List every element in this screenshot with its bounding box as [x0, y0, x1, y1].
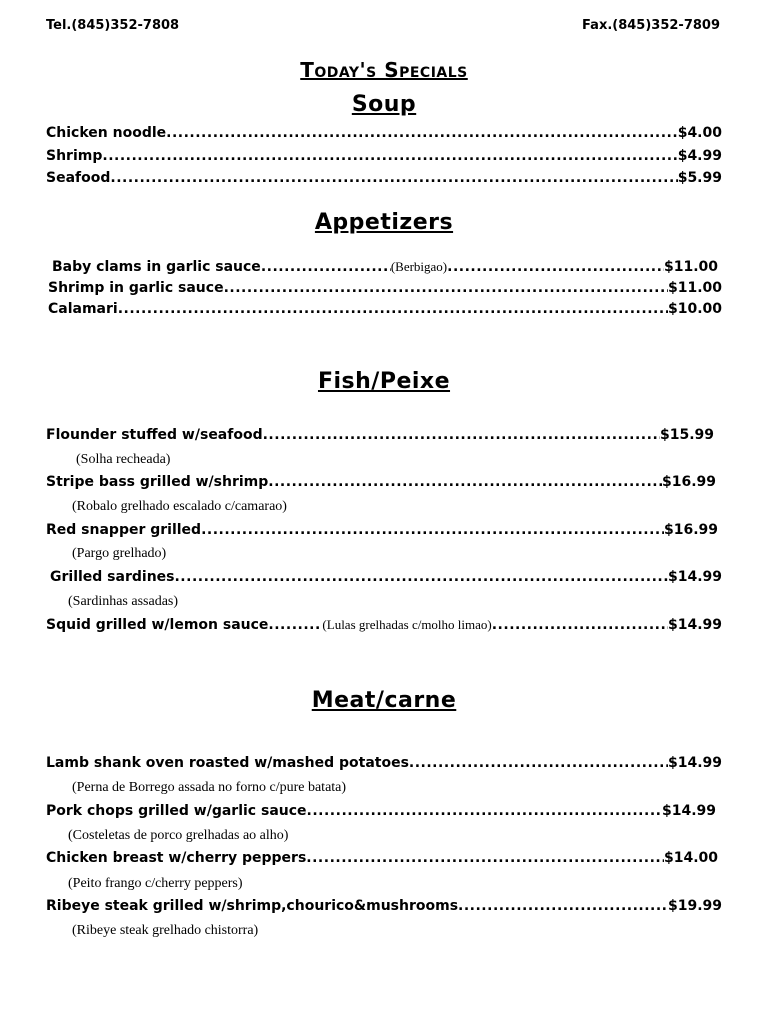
- item-name: Grilled sardines: [50, 569, 175, 585]
- dot-leader: [409, 755, 668, 771]
- menu-item-row: [50, 569, 722, 589]
- dot-leader: [447, 259, 664, 275]
- menu-item-row: [46, 617, 722, 637]
- item-name: Chicken breast w/cherry peppers: [46, 850, 307, 866]
- telephone-number: Tel.(845)352-7808: [46, 18, 180, 33]
- dot-leader: [201, 522, 664, 538]
- item-price: $14.99: [661, 803, 716, 819]
- menu-item-row: [46, 474, 716, 494]
- menu-item-row: [46, 125, 722, 145]
- item-name: Chicken noodle: [46, 125, 167, 141]
- item-price: $5.99: [677, 170, 722, 186]
- menu-item-row: [46, 522, 718, 542]
- soup-heading: Soup: [351, 92, 417, 117]
- item-price: $11.00: [667, 280, 722, 296]
- page-title: Today's Specials: [300, 58, 468, 82]
- dot-leader: [492, 617, 668, 633]
- menu-item-row: [48, 280, 722, 300]
- item-name: Shrimp: [46, 148, 103, 164]
- item-name: Lamb shank oven roasted w/mashed potatoes: [46, 755, 409, 771]
- item-description: (Solha recheada): [76, 452, 171, 467]
- dot-leader: [268, 474, 662, 490]
- item-name: Baby clams in garlic sauce: [52, 259, 261, 275]
- item-price: $14.99: [667, 755, 722, 771]
- item-description: (Sardinhas assadas): [68, 594, 179, 609]
- item-name: Flounder stuffed w/seafood: [46, 427, 263, 443]
- item-price: $15.99: [659, 427, 714, 443]
- menu-item-row: [52, 259, 718, 279]
- dot-leader: [306, 850, 664, 866]
- dot-leader: [307, 803, 662, 819]
- dot-leader: [261, 259, 391, 275]
- item-price: $10.00: [667, 301, 722, 317]
- item-price: $4.00: [677, 125, 722, 141]
- item-price: $4.99: [677, 148, 722, 164]
- dot-leader: [268, 617, 322, 633]
- dot-leader: [166, 125, 678, 141]
- fish-heading: Fish/Peixe: [317, 369, 451, 394]
- item-name: Calamari: [48, 301, 118, 317]
- menu-item-row: [46, 755, 722, 775]
- menu-item-row: [46, 898, 722, 918]
- item-name: Ribeye steak grilled w/shrimp,chourico&mushrooms: [46, 898, 459, 914]
- dot-leader: [102, 148, 677, 164]
- item-price: $14.99: [667, 569, 722, 585]
- fax-number: Fax.(845)352-7809: [582, 18, 720, 33]
- item-price: $16.99: [663, 522, 718, 538]
- item-description: (Robalo grelhado escalado c/camarao): [72, 499, 287, 514]
- dot-leader: [224, 280, 668, 296]
- item-price: $14.00: [663, 850, 718, 866]
- item-price: $16.99: [661, 474, 716, 490]
- menu-item-row: [46, 803, 716, 823]
- meat-heading: Meat/carne: [311, 688, 457, 713]
- menu-item-row: [46, 850, 718, 870]
- item-price: $14.99: [667, 617, 722, 633]
- item-name: Pork chops grilled w/garlic sauce: [46, 803, 307, 819]
- menu-item-row: [46, 170, 722, 190]
- dot-leader: [174, 569, 667, 585]
- menu-item-row: [46, 427, 714, 447]
- item-name: Seafood: [46, 170, 111, 186]
- menu-item-row: [48, 301, 722, 321]
- item-description: (Costeletas de porco grelhadas ao alho): [68, 828, 289, 843]
- item-note: (Berbigao): [390, 259, 448, 274]
- menu-item-row: [46, 148, 722, 168]
- item-description: (Pargo grelhado): [72, 546, 167, 561]
- item-description: (Perna de Borrego assada no forno c/pure batata): [72, 780, 347, 795]
- item-name: Shrimp in garlic sauce: [48, 280, 224, 296]
- item-price: $19.99: [667, 898, 722, 914]
- appetizers-heading: Appetizers: [314, 210, 454, 235]
- item-description: (Ribeye steak grelhado chistorra): [72, 923, 259, 938]
- item-name: Stripe bass grilled w/shrimp: [46, 474, 269, 490]
- dot-leader: [118, 301, 668, 317]
- item-price: $11.00: [663, 259, 718, 275]
- item-name: Squid grilled w/lemon sauce: [46, 617, 269, 633]
- dot-leader: [263, 427, 660, 443]
- item-name: Red snapper grilled: [46, 522, 202, 538]
- item-description: (Peito frango c/cherry peppers): [68, 876, 243, 891]
- item-note: (Lulas grelhadas c/molho limao): [322, 617, 492, 632]
- dot-leader: [458, 898, 668, 914]
- dot-leader: [110, 170, 677, 186]
